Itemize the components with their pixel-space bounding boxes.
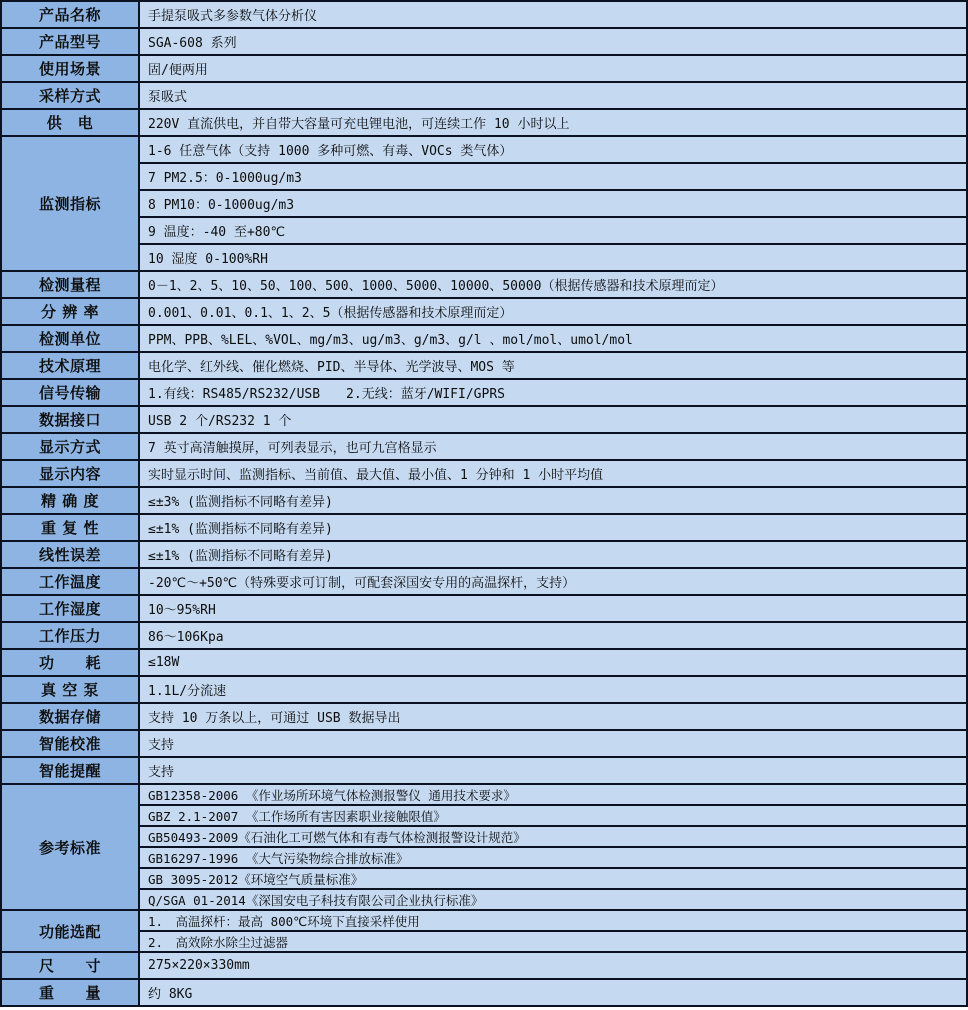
spec-label: 产品型号 [2, 29, 140, 54]
spec-value-line: 1.有线：RS485/RS232/USB 2.无线：蓝牙/WIFI/GPRS [148, 387, 505, 402]
spec-value-line: 7 英寸高清触摸屏，可列表显示，也可九宫格显示 [148, 441, 437, 456]
spec-label: 监测指标 [2, 137, 140, 270]
spec-row [2, 978, 966, 1005]
spec-label: 检测单位 [2, 326, 140, 351]
spec-values [140, 488, 966, 513]
spec-label: 智能校准 [2, 731, 140, 756]
spec-values [140, 461, 966, 486]
spec-value-line: PPM、PPB、%LEL、%VOL、mg/m3、ug/m3、g/m3、g/l 、mol/mol、umol/mol [148, 333, 633, 348]
spec-row [2, 405, 966, 432]
spec-values [140, 677, 966, 702]
spec-values [140, 758, 966, 783]
spec-value-line: 86～106Kpa [148, 630, 224, 645]
spec-value-line: 支持 10 万条以上，可通过 USB 数据导出 [148, 711, 401, 726]
spec-label: 智能提醒 [2, 758, 140, 783]
spec-label: 参考标准 [2, 785, 140, 909]
spec-label: 技术原理 [2, 353, 140, 378]
spec-label: 重 量 [2, 980, 140, 1005]
spec-label: 尺 寸 [2, 953, 140, 978]
spec-values [140, 515, 966, 540]
spec-values [140, 2, 966, 27]
spec-values [140, 953, 966, 978]
spec-label: 功 耗 [2, 650, 140, 675]
spec-row [2, 297, 966, 324]
spec-label: 数据接口 [2, 407, 140, 432]
spec-row [2, 378, 966, 405]
spec-values [140, 380, 966, 405]
spec-values [140, 650, 966, 675]
spec-label: 分 辨 率 [2, 299, 140, 324]
spec-value-line: 8 PM10：0-1000ug/m3 [140, 189, 966, 216]
spec-label: 精 确 度 [2, 488, 140, 513]
spec-label: 显示方式 [2, 434, 140, 459]
spec-label: 工作湿度 [2, 596, 140, 621]
spec-values [140, 731, 966, 756]
spec-values [140, 980, 966, 1005]
spec-row [2, 540, 966, 567]
spec-label: 使用场景 [2, 56, 140, 81]
spec-values [140, 434, 966, 459]
spec-values [140, 569, 966, 594]
spec-value-line: 220V 直流供电，并自带大容量可充电锂电池，可连续工作 10 小时以上 [148, 117, 570, 132]
spec-row [2, 432, 966, 459]
spec-value-line: ≤±1% (监测指标不同略有差异) [148, 522, 333, 537]
spec-label: 线性误差 [2, 542, 140, 567]
spec-value-line: 10～95%RH [148, 603, 216, 618]
spec-value-line: 固/便两用 [148, 63, 208, 78]
spec-value-line: USB 2 个/RS232 1 个 [148, 414, 292, 429]
spec-row [2, 2, 966, 27]
spec-value-line: 手提泵吸式多参数气体分析仪 [148, 9, 318, 24]
spec-value-line: GB12358-2006 《作业场所环境气体检测报警仪 通用技术要求》 [148, 787, 516, 803]
spec-label: 采样方式 [2, 83, 140, 108]
spec-row [2, 351, 966, 378]
spec-row [2, 702, 966, 729]
spec-row [2, 108, 966, 135]
spec-value-line: -20℃～+50℃（特殊要求可订制，可配套深国安专用的高温探杆，支持） [148, 576, 576, 591]
spec-value-line: 0－1、2、5、10、50、100、500、1000、5000、10000、50000（根据传感器和技术原理而定） [148, 279, 724, 294]
spec-values [140, 137, 966, 270]
spec-values [140, 83, 966, 108]
spec-value-line: 275×220×330mm [148, 958, 250, 973]
spec-value-line: 1.1L/分流速 [148, 684, 227, 699]
spec-row [2, 27, 966, 54]
spec-value-line: 2. 高效除水除尘过滤器 [140, 930, 966, 951]
spec-label: 工作压力 [2, 623, 140, 648]
spec-values [140, 407, 966, 432]
spec-row [2, 621, 966, 648]
spec-value-line: Q/SGA 01-2014《深国安电子科技有限公司企业执行标准》 [140, 888, 966, 909]
spec-value-line: 1-6 任意气体（支持 1000 多种可燃、有毒、VOCs 类气体） [148, 144, 513, 159]
spec-values [140, 56, 966, 81]
spec-label: 供 电 [2, 110, 140, 135]
spec-row [2, 729, 966, 756]
spec-value-line: 电化学、红外线、催化燃烧、PID、半导体、光学波导、MOS 等 [148, 360, 515, 375]
spec-values [140, 29, 966, 54]
spec-row [2, 648, 966, 675]
spec-value-line: ≤18W [148, 655, 180, 670]
spec-values [140, 596, 966, 621]
spec-values [140, 326, 966, 351]
spec-label: 显示内容 [2, 461, 140, 486]
spec-value-line: GB16297-1996 《大气污染物综合排放标准》 [140, 846, 966, 867]
spec-label: 检测量程 [2, 272, 140, 297]
spec-label: 产品名称 [2, 2, 140, 27]
spec-value-line: GBZ 2.1-2007 《工作场所有害因素职业接触限值》 [140, 804, 966, 825]
spec-row [2, 951, 966, 978]
spec-value-line: 10 湿度 0-100%RH [140, 243, 966, 270]
spec-row [2, 486, 966, 513]
spec-row [2, 909, 966, 951]
spec-values [140, 542, 966, 567]
spec-label: 重 复 性 [2, 515, 140, 540]
spec-value-line: GB50493-2009《石油化工可燃气体和有毒气体检测报警设计规范》 [140, 825, 966, 846]
spec-value-line: GB 3095-2012《环境空气质量标准》 [140, 867, 966, 888]
spec-row [2, 567, 966, 594]
spec-value-line: 泵吸式 [148, 90, 188, 105]
spec-value-line: 1. 高温探杆：最高 800℃环境下直接采样使用 [148, 913, 420, 929]
spec-label: 数据存储 [2, 704, 140, 729]
spec-row [2, 459, 966, 486]
spec-value-line: 支持 [148, 738, 175, 753]
spec-row [2, 135, 966, 270]
spec-value-line: 支持 [148, 765, 175, 780]
spec-row [2, 81, 966, 108]
spec-label: 真 空 泵 [2, 677, 140, 702]
spec-value-line: 实时显示时间、监测指标、当前值、最大值、最小值、1 分钟和 1 小时平均值 [148, 468, 604, 483]
spec-value-line: 0.001、0.01、0.1、1、2、5（根据传感器和技术原理而定） [148, 306, 513, 321]
spec-row [2, 756, 966, 783]
spec-values [140, 704, 966, 729]
spec-row [2, 783, 966, 909]
spec-label: 功能选配 [2, 911, 140, 951]
spec-value-line: 9 温度：-40 至+80℃ [140, 216, 966, 243]
spec-value-line: ≤±3% (监测指标不同略有差异) [148, 495, 333, 510]
spec-values [140, 623, 966, 648]
spec-values [140, 272, 966, 297]
spec-row [2, 594, 966, 621]
spec-value-line: ≤±1% (监测指标不同略有差异) [148, 549, 333, 564]
spec-value-line: 7 PM2.5：0-1000ug/m3 [140, 162, 966, 189]
spec-row [2, 513, 966, 540]
spec-values [140, 353, 966, 378]
spec-row [2, 324, 966, 351]
spec-values [140, 785, 966, 909]
spec-values [140, 110, 966, 135]
spec-value-line: SGA-608 系列 [148, 36, 237, 51]
spec-label: 工作温度 [2, 569, 140, 594]
spec-label: 信号传输 [2, 380, 140, 405]
spec-row [2, 675, 966, 702]
spec-row [2, 54, 966, 81]
spec-values [140, 911, 966, 951]
spec-values [140, 299, 966, 324]
spec-value-line: 约 8KG [148, 987, 193, 1002]
spec-row [2, 270, 966, 297]
